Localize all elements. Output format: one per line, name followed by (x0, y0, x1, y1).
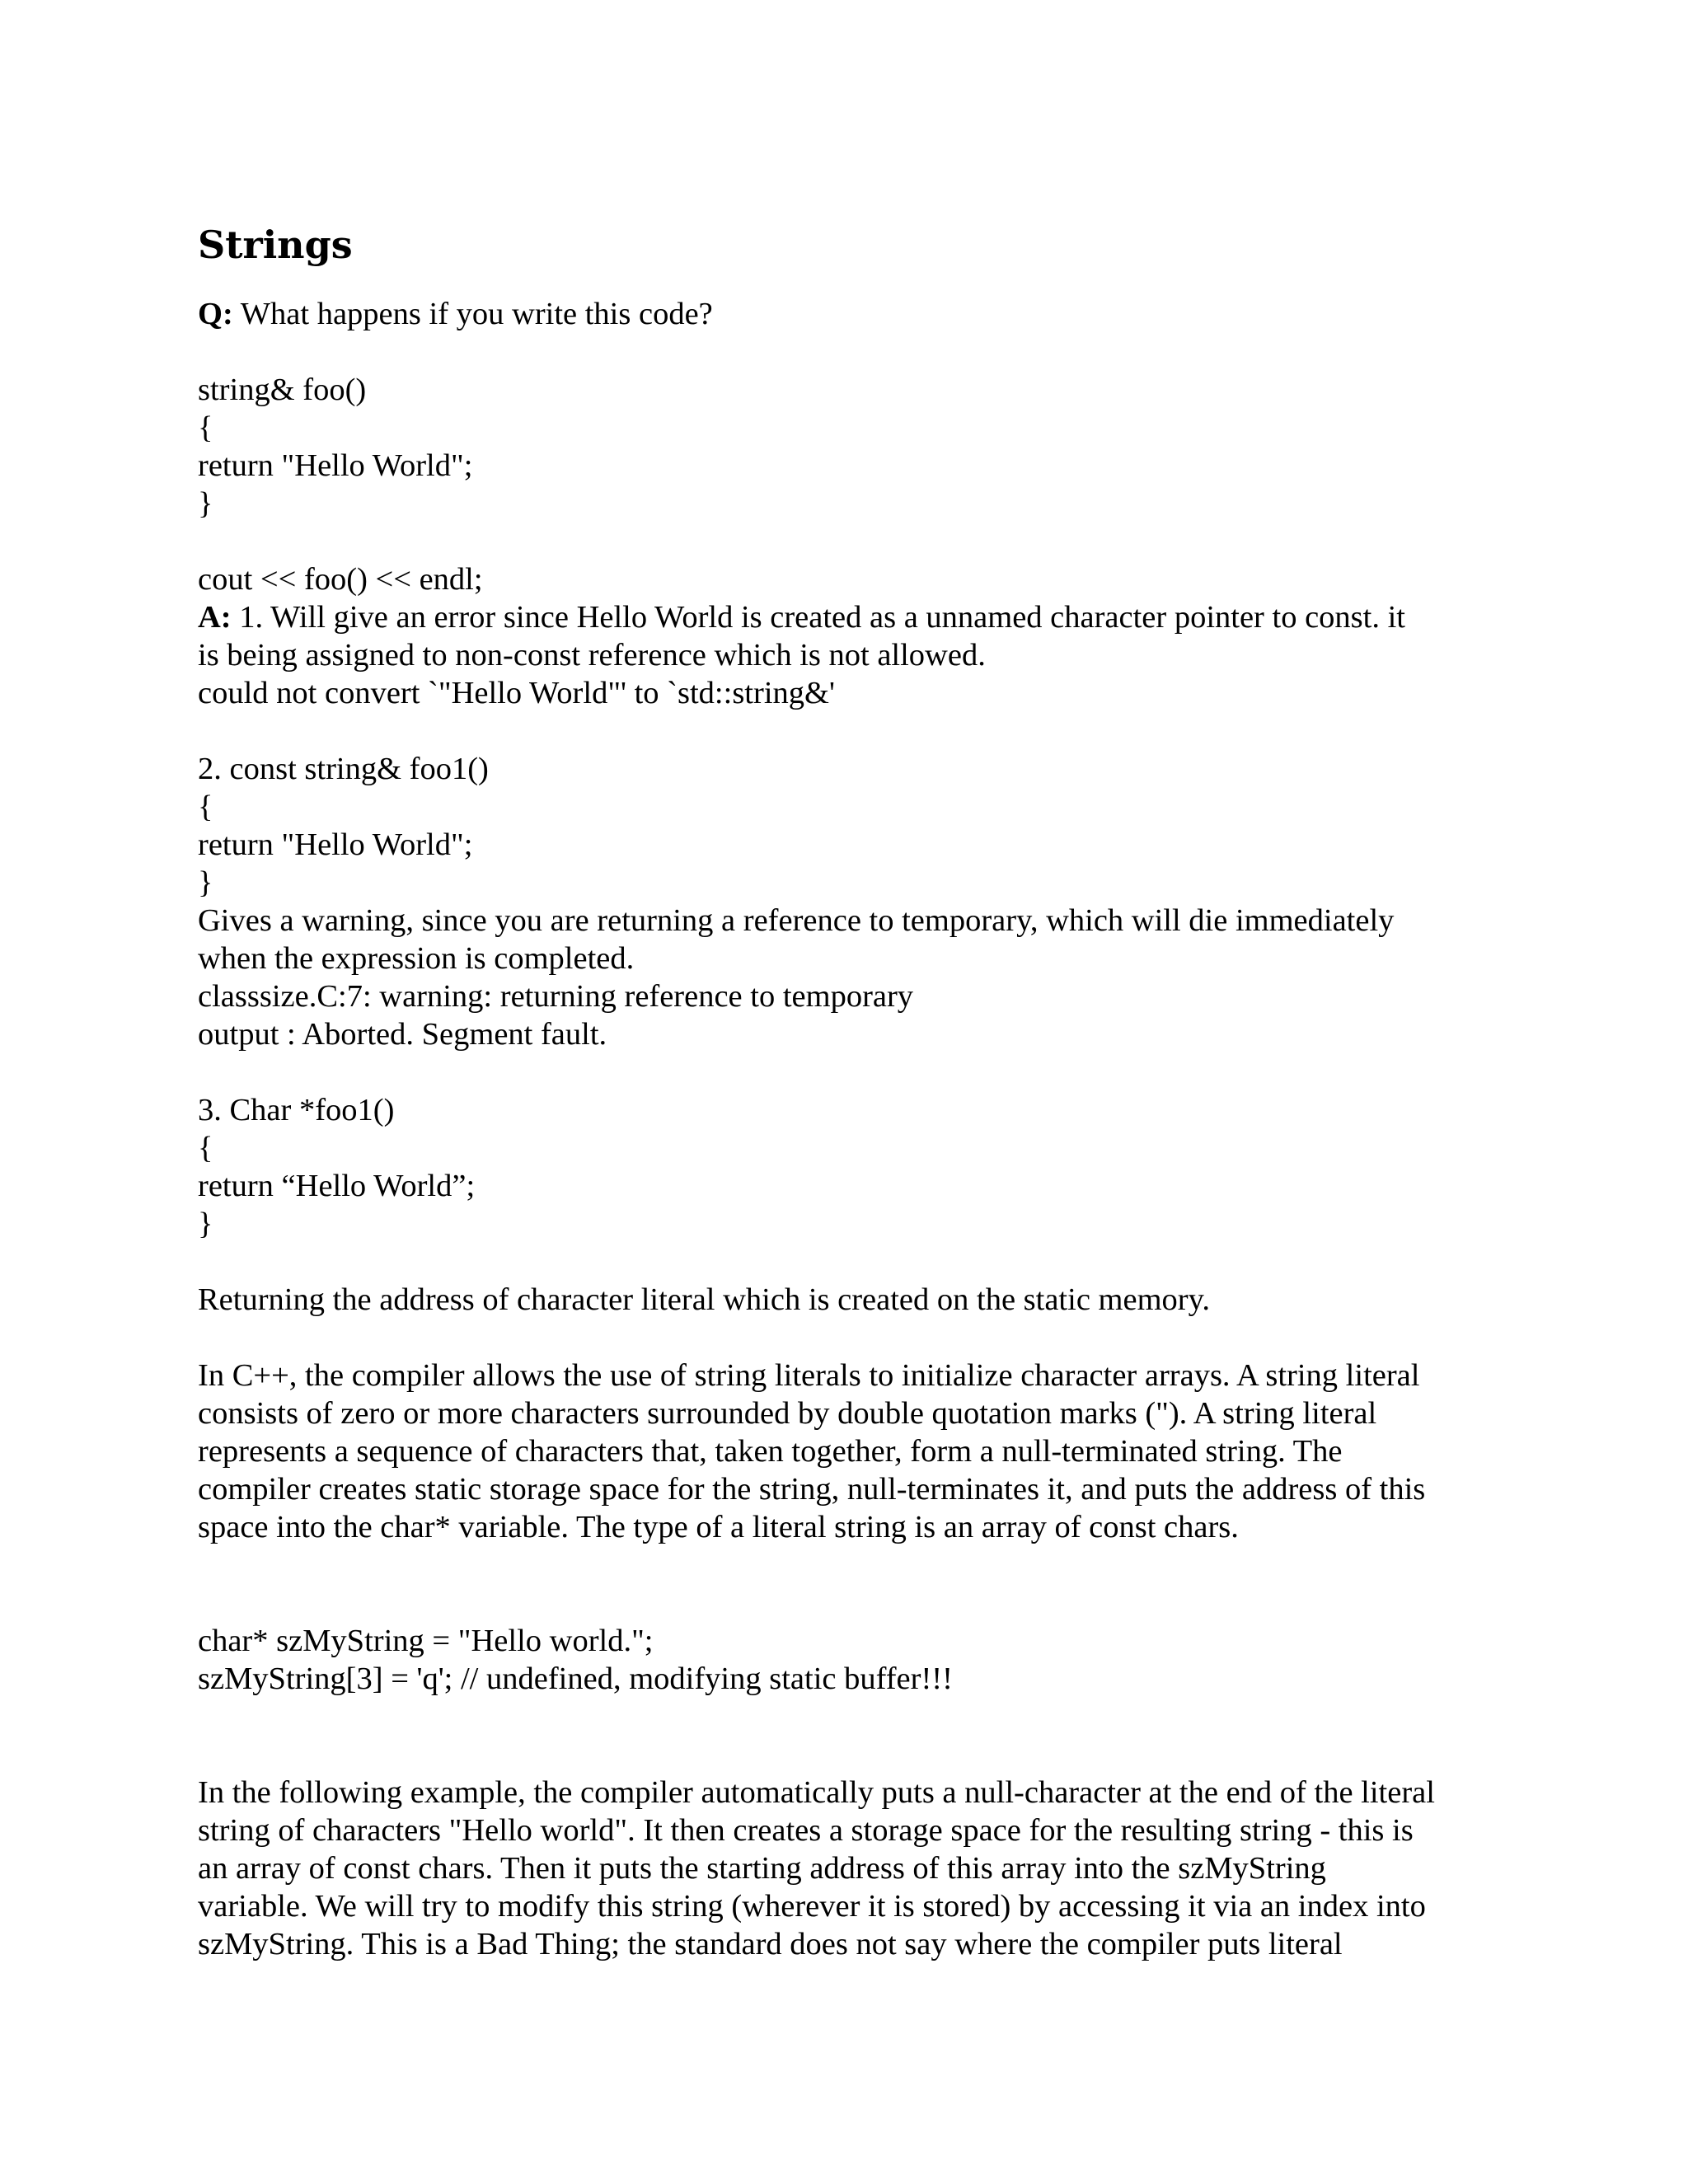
code-line: return "Hello World"; (198, 827, 473, 862)
paragraph-line: variable. We will try to modify this string (wherever it is stored) by accessing it via an index into (198, 1889, 1426, 1924)
code-line: szMyString[3] = 'q'; // undefined, modifying static buffer!!! (198, 1661, 953, 1696)
spacer (198, 1053, 1508, 1091)
paragraph-line: In the following example, the compiler automatically puts a null-character at the end of the literal (198, 1775, 1435, 1810)
spacer (198, 1243, 1508, 1281)
spacer (198, 1319, 1508, 1357)
page-title: Strings (198, 223, 353, 267)
question-text: What happens if you write this code? (232, 297, 713, 331)
paragraph-line: an array of const chars. Then it puts the starting address of this array into the szMyString (198, 1851, 1326, 1886)
code-line: } (198, 486, 213, 521)
spacer (198, 523, 1508, 560)
code-line: return “Hello World”; (198, 1169, 476, 1203)
answer-continuation: is being assigned to non-const reference which is not allowed. (198, 638, 986, 673)
code-line: } (198, 1207, 213, 1241)
paragraph-line: compiler creates static storage space for the string, null-terminates it, and puts the address of this (198, 1472, 1426, 1507)
paragraph-line: represents a sequence of characters that, taken together, form a null-terminated string. The (198, 1434, 1343, 1469)
paragraph-line: space into the char* variable. The type of a literal string is an array of const chars. (198, 1510, 1239, 1544)
code-line: 2. const string& foo1() (198, 752, 489, 786)
code-line: } (198, 865, 213, 900)
spacer (198, 1546, 1508, 1584)
text-line: Gives a warning, since you are returning a reference to temporary, which will die immediately (198, 903, 1395, 938)
code-line: { (198, 1131, 213, 1165)
code-line: { (198, 790, 213, 824)
text-line: classsize.C:7: warning: returning reference to temporary (198, 979, 914, 1014)
document-body (198, 295, 1508, 1963)
spacer (198, 1698, 1508, 1736)
spacer (198, 333, 1508, 371)
paragraph-line: consists of zero or more characters surrounded by double quotation marks ("). A string literal (198, 1396, 1377, 1431)
text-line: Returning the address of character literal which is created on the static memory. (198, 1282, 1210, 1317)
spacer (198, 712, 1508, 750)
code-line: string& foo() (198, 373, 367, 407)
question-label: Q: (198, 297, 233, 331)
code-line: cout << foo() << endl; (198, 562, 483, 597)
code-line: char* szMyString = "Hello world."; (198, 1624, 654, 1658)
question-line (198, 295, 1508, 333)
spacer (198, 1736, 1508, 1774)
spacer (198, 1584, 1508, 1622)
text-line: when the expression is completed. (198, 941, 635, 976)
answer-continuation: could not convert `"Hello World"' to `std::string&' (198, 676, 835, 710)
code-line: return "Hello World"; (198, 448, 473, 483)
paragraph-line: In C++, the compiler allows the use of string literals to initialize character arrays. A string literal (198, 1358, 1420, 1393)
paragraph-line: string of characters "Hello world". It then creates a storage space for the resulting string - this is (198, 1813, 1414, 1848)
answer-line (198, 598, 1508, 636)
answer-label: A: (198, 600, 232, 635)
text-line: output : Aborted. Segment fault. (198, 1017, 607, 1052)
code-line: 3. Char *foo1() (198, 1093, 395, 1127)
answer-text: 1. Will give an error since Hello World is created as a unnamed character pointer to const. it (231, 600, 1405, 635)
code-line: { (198, 410, 213, 445)
paragraph-line: szMyString. This is a Bad Thing; the standard does not say where the compiler puts literal (198, 1927, 1343, 1961)
